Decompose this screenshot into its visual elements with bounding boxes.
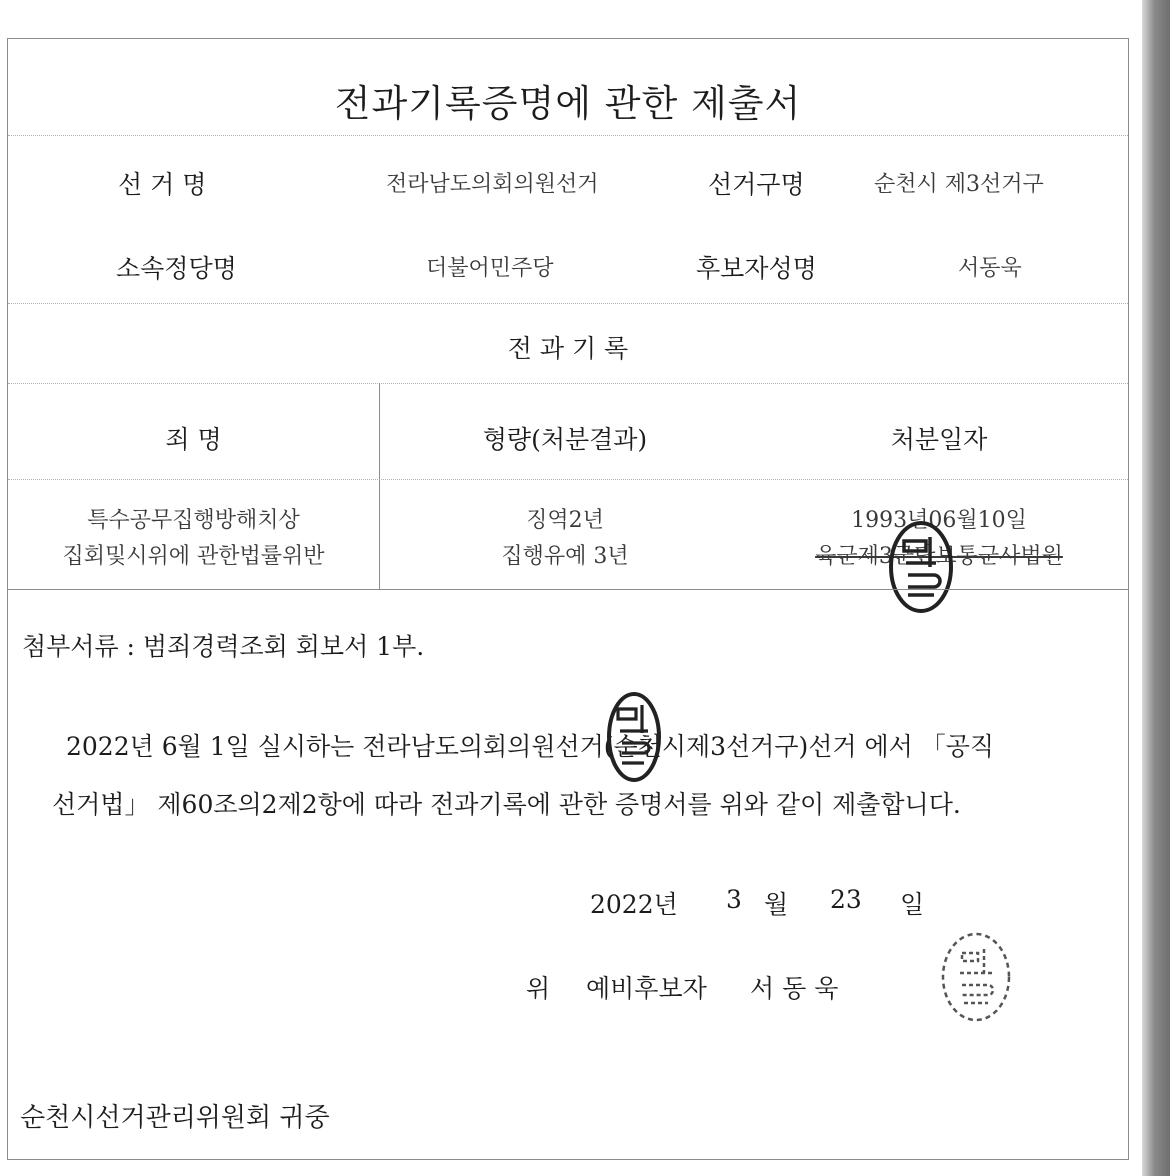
date-line-1: 1993년06월10일: [851, 508, 1027, 533]
table-header-date: 처분일자: [890, 425, 988, 454]
statement-line-2: 선거법」 제60조의2제2항에 따라 전과기록에 관한 증명서를 위와 같이 제출합니다.: [52, 790, 961, 819]
attachment-note: 첨부서류 : 범죄경력조회 회보서 1부.: [22, 632, 425, 661]
divider: [8, 589, 1128, 590]
signature-prefix: 위: [526, 974, 551, 1003]
scan-edge-shadow: [1142, 0, 1170, 1176]
table-header-sentence: 형량(처분결과): [482, 425, 648, 454]
sentence-line-1: 징역2년: [526, 508, 604, 533]
date-line-2: 육군제3군단보통군사법원: [815, 544, 1063, 569]
date-month-unit: 월: [764, 890, 789, 919]
sentence-line-2: 집행유예 3년: [501, 544, 629, 569]
seal-icon: [938, 929, 1014, 1025]
date-month: 3: [726, 885, 742, 914]
date-day: 23: [830, 885, 862, 914]
district-label: 선거구명: [708, 170, 805, 199]
election-name-label: 선 거 명: [118, 170, 207, 199]
crime-line-2: 집회및시위에 관한법률위반: [62, 544, 325, 569]
divider: [8, 303, 1128, 304]
page-title: 전과기록증명에 관한 제출서: [334, 82, 802, 125]
crime-line-1: 특수공무집행방해치상: [87, 508, 300, 533]
candidate-value: 서동욱: [958, 256, 1022, 281]
statement-line-1: 2022년 6월 1일 실시하는 전라남도의회의원선거(순천시제3선거구)선거 에서 「공직: [66, 732, 995, 761]
divider: [8, 383, 1128, 384]
party-value: 더불어민주당: [426, 256, 554, 281]
party-label: 소속정당명: [116, 254, 237, 283]
seal-icon: [604, 689, 664, 785]
election-name-value: 전라남도의회의원선거: [386, 172, 599, 197]
signature-role: 예비후보자: [586, 974, 707, 1003]
signature-name: 서 동 욱: [750, 974, 839, 1003]
date-day-unit: 일: [900, 890, 925, 919]
divider: [8, 479, 1128, 480]
submission-form: [7, 38, 1129, 1160]
candidate-label: 후보자성명: [696, 254, 817, 283]
table-header-crime: 죄 명: [165, 425, 222, 454]
record-section-title: 전 과 기 록: [507, 334, 629, 363]
divider: [8, 135, 1128, 136]
district-value: 순천시 제3선거구: [874, 172, 1044, 197]
recipient: 순천시선거관리위원회 귀중: [20, 1103, 330, 1133]
seal-icon: [886, 519, 956, 615]
date-year: 2022년: [590, 890, 678, 919]
